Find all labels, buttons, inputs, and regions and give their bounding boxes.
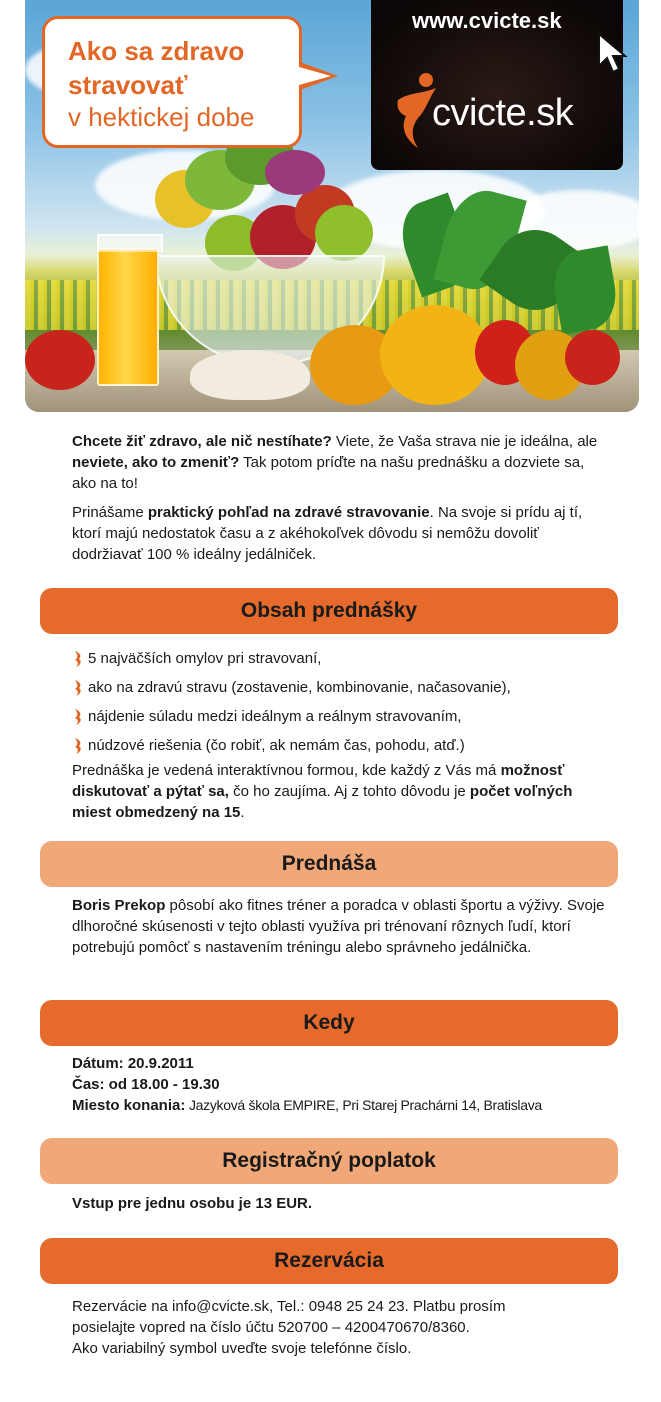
event-place: Jazyková škola EMPIRE, Pri Starej Prachárni 14, Bratislava (185, 1097, 542, 1113)
tomato (25, 330, 95, 390)
list-item (72, 706, 612, 735)
tomato (565, 330, 620, 385)
section-header-rezervacia: Rezervácia (40, 1238, 618, 1284)
list-item (72, 648, 612, 677)
event-date: Dátum: 20.9.2011 (72, 1055, 194, 1072)
intro-paragraph-2 (72, 502, 612, 565)
intro-emphasis: neviete, ako to zmeniť? (72, 454, 240, 471)
headline-line2: stravovať (68, 70, 188, 100)
headline (68, 34, 298, 102)
lecturer-name: Boris Prekop (72, 897, 166, 914)
section-header-kedy: Kedy (40, 1000, 618, 1046)
section-header-poplatok: Registračný poplatok (40, 1138, 618, 1184)
section-header-prednasa: Prednáša (40, 841, 618, 887)
cursor-arrow-icon (595, 30, 635, 78)
muesli-bowl (190, 350, 310, 400)
content-list (72, 648, 612, 764)
headline-line1: Ako sa zdravo (68, 36, 245, 66)
list-item (72, 677, 612, 706)
intro-text: Tak potom príďte na našu prednášku a dozviete sa, ako na to! (72, 454, 585, 492)
runner-bullet-icon (72, 679, 84, 697)
list-item-text: ako na zdravú stravu (zostavenie, kombinovanie, načasovanie), (88, 679, 511, 696)
runner-bullet-icon (72, 708, 84, 726)
note-text: Prednáška je vedená interaktívnou formou, kde každý z Vás má (72, 762, 501, 779)
logo-wordmark: cvicte.sk (432, 92, 574, 134)
note-emphasis: možnosť diskutovať a pýtať sa, (72, 762, 565, 800)
section-header-obsah: Obsah prednášky (40, 588, 618, 634)
yellow-pepper (380, 305, 490, 405)
plum (265, 150, 325, 195)
green-apple (315, 205, 373, 261)
event-time: Čas: od 18.00 - 19.30 (72, 1076, 220, 1093)
reservation-line: posielajte vopred na číslo účtu 520700 – 4200470670/8360. (72, 1319, 470, 1336)
lecturer-text: pôsobí ako fitnes tréner a poradca v oblasti športu a výživy. Svoje dlhoročné skúsenosti v tejto oblasti využíva pri trénovaní rôznych ľudí, ktorí potrebujú pomôcť s nastavením tréningu alebo správneho jedálnička. (72, 897, 605, 956)
note-emphasis: počet voľných miest obmedzený na 15 (72, 783, 573, 821)
runner-bullet-icon (72, 737, 84, 755)
reservation-text (72, 1296, 612, 1359)
headline-line3: v hektickej dobe (68, 102, 255, 132)
event-place-label: Miesto konania: (72, 1097, 186, 1114)
reservation-line: Ako variabilný symbol uveďte svoje telefónne číslo. (72, 1340, 412, 1357)
list-item-text: 5 najväčších omylov pri stravovaní, (88, 650, 322, 667)
reservation-line: Rezervácie na info@cvicte.sk, Tel.: 0948 25 24 23. Platbu prosím (72, 1298, 506, 1315)
list-item-text: núdzové riešenia (čo robiť, ak nemám čas, pohodu, atď.) (88, 737, 465, 754)
intro-text: Prinášame (72, 504, 148, 521)
intro-text: Viete, že Vaša strava nie je ideálna, ale (331, 433, 598, 450)
runner-bullet-icon (72, 650, 84, 668)
intro-text: . Na svoje si prídu aj tí, ktorí majú nedostatok času a z akéhokoľvek dôvodu si nemôžu dovoliť dodržiavať 100 % ideálny jedálniček. (72, 504, 583, 563)
intro-emphasis: praktický pohľad na zdravé stravovanie (147, 504, 430, 521)
intro-paragraph-1 (72, 431, 612, 494)
list-item-text: nájdenie súladu medzi ideálnym a reálnym stravovaním, (88, 708, 462, 725)
fee-text: Vstup pre jednu osobu je 13 EUR. (72, 1195, 313, 1212)
obsah-note (72, 760, 612, 823)
note-text: . (240, 804, 245, 821)
event-details (72, 1053, 632, 1116)
site-url-link[interactable]: www.cvicte.sk (412, 8, 562, 33)
orange-juice-glass (97, 248, 159, 386)
bubble-tail-inner (299, 67, 331, 85)
intro-question: Chcete žiť zdravo, ale nič nestíhate? (72, 433, 332, 450)
note-text: čo ho zaujíma. Aj z tohto dôvodu je (228, 783, 470, 800)
lecturer-bio (72, 895, 612, 958)
